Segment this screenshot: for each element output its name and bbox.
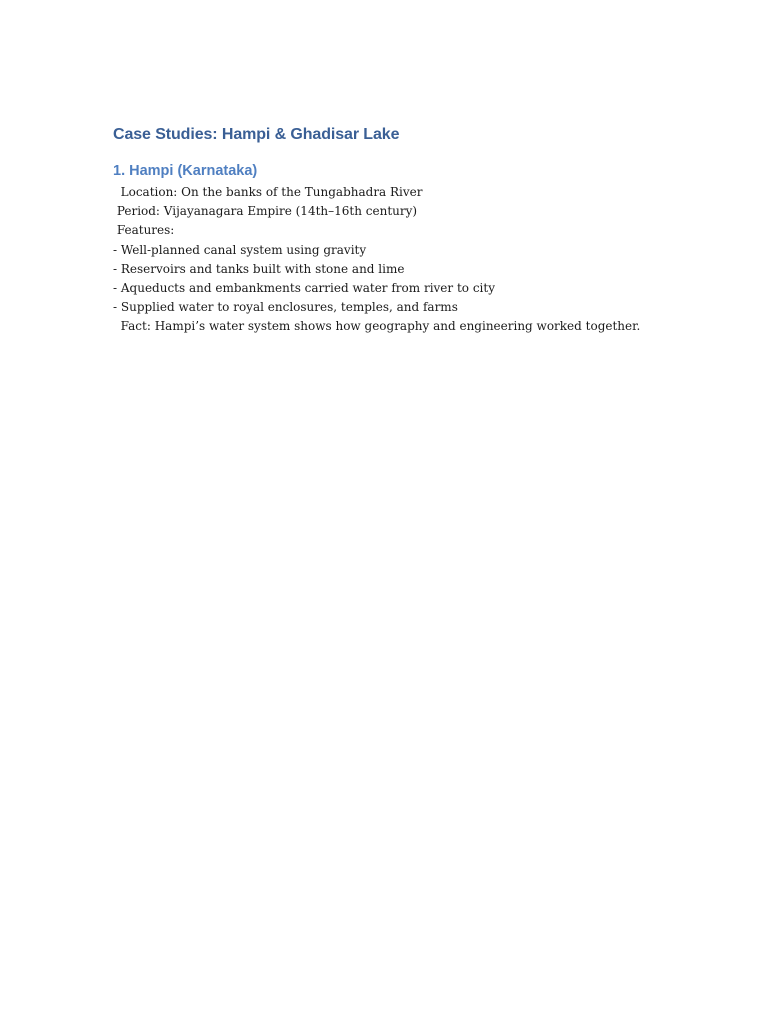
feature-item: - Supplied water to royal enclosures, temples, and farms — [113, 300, 458, 315]
feature-item: - Well-planned canal system using gravity — [113, 242, 367, 257]
features-label: Features: — [113, 223, 175, 238]
fact-line: Fact: Hampi’s water system shows how geography and engineering worked together. — [113, 319, 641, 334]
section-heading-hampi: 1. Hampi (Karnataka) — [113, 163, 258, 179]
period-line: Period: Vijayanagara Empire (14th–16th century) — [113, 204, 418, 219]
section-body-hampi — [113, 183, 733, 337]
location-line: Location: On the banks of the Tungabhadra River — [113, 185, 423, 199]
document-content — [113, 124, 733, 337]
feature-item: - Aqueducts and embankments carried water from river to city — [113, 281, 495, 296]
document-title: Case Studies: Hampi & Ghadisar Lake — [113, 126, 400, 143]
feature-item: - Reservoirs and tanks built with stone and lime — [113, 261, 405, 276]
